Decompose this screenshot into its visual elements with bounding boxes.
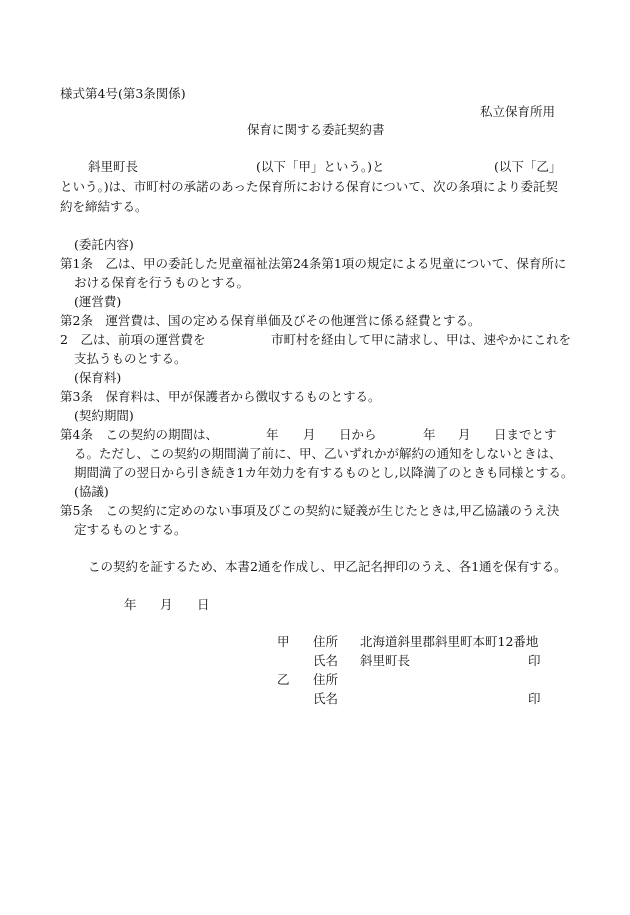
party-a-address: 北海道斜里郡斜里町本町12番地 <box>360 634 539 649</box>
org-type-label: 私立保育所用 <box>480 104 556 119</box>
article2-line1: 第2条 運営費は、国の定める保育単価及びその他運営に係る経費とする。 <box>60 313 481 328</box>
party-b-seal: 印 <box>528 691 541 706</box>
article4-day1: 日から <box>339 427 377 442</box>
article5-line1: 第5条 この契約に定めのない事項及びこの契約に疑義が生じたときは,甲乙協議のうえ決 <box>60 503 560 518</box>
article4-month2: 月 <box>458 427 471 442</box>
article4-line3: 期間満了の翌日から引き続き1カ年効力を有するものとし,以降満了のときも同様とする。 <box>74 465 574 480</box>
party-a-address-label: 住所 <box>313 634 339 649</box>
article1-heading: (委託内容) <box>74 237 134 252</box>
intro-line-3: 約を締結する。 <box>60 199 148 214</box>
party-a-label: 甲 <box>277 634 290 649</box>
article4-month1: 月 <box>303 427 316 442</box>
article5-line2: 定するものとする。 <box>74 522 187 537</box>
article2-p2-suffix: 市町村を経由して甲に請求し、甲は、速やかにこれを <box>271 332 572 347</box>
article4-day2: 日までとす <box>494 427 557 442</box>
intro-mayor: 斜里町長 <box>88 159 139 174</box>
intro-party-b-def: (以下「乙」 <box>494 159 562 174</box>
article1-line2: おける保育を行うものとする。 <box>74 275 250 290</box>
article5-heading: (協議) <box>74 484 109 499</box>
form-number: 様式第4号(第3条関係) <box>60 86 186 101</box>
date-day: 日 <box>197 597 210 612</box>
date-month: 月 <box>160 597 173 612</box>
article2-p2-prefix: 2 乙は、前項の運営費を <box>60 332 206 347</box>
article4-heading: (契約期間) <box>74 408 134 423</box>
closing-statement: この契約を証するため、本書2通を作成し、甲乙記名押印のうえ、各1通を保有する。 <box>88 559 567 574</box>
article4-year1: 年 <box>266 427 279 442</box>
article3-heading: (保育料) <box>74 370 122 385</box>
party-a-name: 斜里町長 <box>360 653 411 668</box>
intro-line-2: という。)は、市町村の承諾のあった保育所における保育について、次の条項により委託契 <box>60 179 559 194</box>
article4-line1: 第4条 この契約の期間は、 <box>60 427 218 442</box>
document-title: 保育に関する委託契約書 <box>247 122 385 137</box>
party-b-address-label: 住所 <box>313 672 339 687</box>
party-b-label: 乙 <box>277 672 290 687</box>
article2-p2-cont: 支払うものとする。 <box>74 351 187 366</box>
article4-year2: 年 <box>423 427 436 442</box>
date-year: 年 <box>124 597 137 612</box>
article2-heading: (運営費) <box>74 294 122 309</box>
article3-line: 第3条 保育料は、甲が保護者から徴収するものとする。 <box>60 389 381 404</box>
party-a-seal: 印 <box>528 653 541 668</box>
article4-line2: る。ただし、この契約の期間満了前に、甲、乙いずれかが解約の通知をしないときは、 <box>74 446 562 461</box>
party-b-name-label: 氏名 <box>313 691 339 706</box>
party-a-name-label: 氏名 <box>313 653 339 668</box>
article1-line1: 第1条 乙は、甲の委託した児童福祉法第24条第1項の規定による児童について、保育所に <box>60 256 567 271</box>
intro-party-a-def: (以下「甲」という。)と <box>256 159 385 174</box>
